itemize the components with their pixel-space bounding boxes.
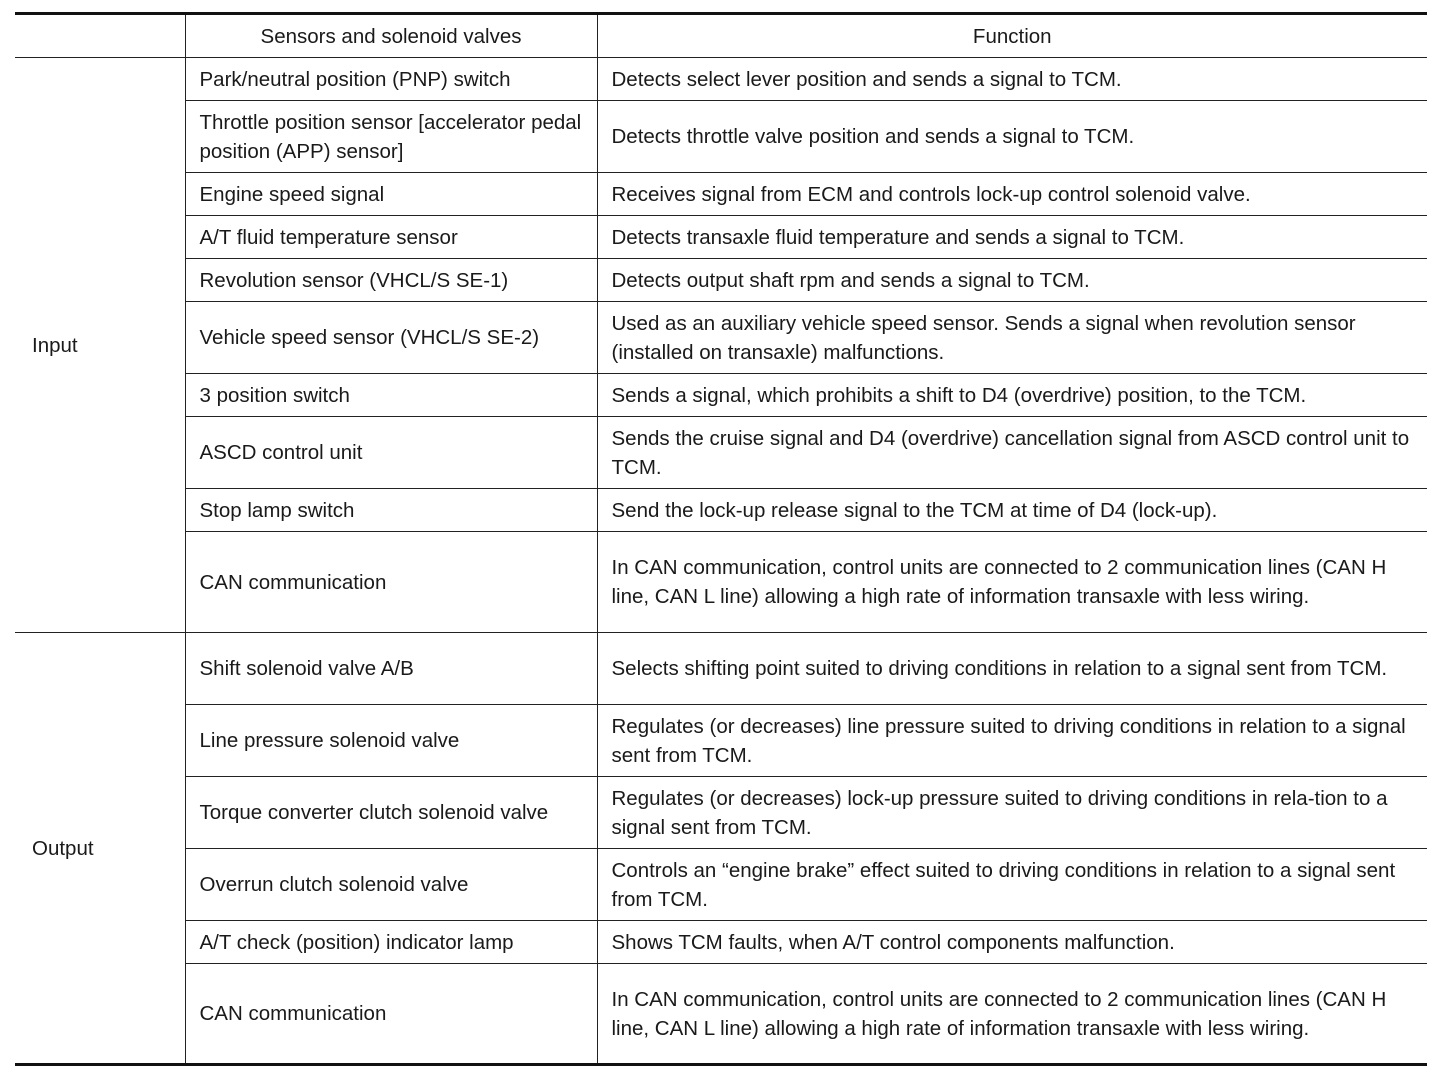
table-row	[15, 216, 1427, 259]
function-cell: Sends a signal, which prohibits a shift to D4 (overdrive) position, to the TCM.	[597, 374, 1427, 417]
group-label: Output	[15, 633, 185, 1065]
sensor-name-cell: A/T check (position) indicator lamp	[185, 921, 597, 964]
sensor-name-cell: A/T fluid temperature sensor	[185, 216, 597, 259]
sensor-name-cell: 3 position switch	[185, 374, 597, 417]
sensor-name-cell: Revolution sensor (VHCL/S SE-1)	[185, 259, 597, 302]
sensor-name-cell: Line pressure solenoid valve	[185, 705, 597, 777]
table-row	[15, 58, 1427, 101]
table-row	[15, 921, 1427, 964]
table-row	[15, 705, 1427, 777]
sensor-name-cell: CAN communication	[185, 532, 597, 633]
table-row	[15, 302, 1427, 374]
sensor-name-cell: ASCD control unit	[185, 417, 597, 489]
sensor-name-cell: Stop lamp switch	[185, 489, 597, 532]
sensor-name-cell: Vehicle speed sensor (VHCL/S SE-2)	[185, 302, 597, 374]
function-cell: Regulates (or decreases) line pressure suited to driving conditions in relation to a signal sent from TCM.	[597, 705, 1427, 777]
header-function: Function	[597, 14, 1427, 58]
table-row	[15, 173, 1427, 216]
table-row	[15, 489, 1427, 532]
sensor-name-cell: CAN communication	[185, 964, 597, 1065]
table-row	[15, 633, 1427, 705]
function-cell: In CAN communication, control units are connected to 2 communication lines (CAN H line, CAN L line) allowing a high rate of information transaxle with less wiring.	[597, 964, 1427, 1065]
function-cell: Sends the cruise signal and D4 (overdrive) cancellation signal from ASCD control unit to TCM.	[597, 417, 1427, 489]
table-row	[15, 417, 1427, 489]
function-cell: Controls an “engine brake” effect suited to driving conditions in relation to a signal sent from TCM.	[597, 849, 1427, 921]
sensor-name-cell: Throttle position sensor [accelerator pedal position (APP) sensor]	[185, 101, 597, 173]
table-row	[15, 849, 1427, 921]
sensor-name-cell: Torque converter clutch solenoid valve	[185, 777, 597, 849]
table-row	[15, 259, 1427, 302]
function-cell: Regulates (or decreases) lock-up pressure suited to driving conditions in rela-tion to a signal sent from TCM.	[597, 777, 1427, 849]
sensor-name-cell: Park/neutral position (PNP) switch	[185, 58, 597, 101]
function-cell: Detects transaxle fluid temperature and sends a signal to TCM.	[597, 216, 1427, 259]
sensors-function-table	[15, 12, 1427, 1066]
function-cell: Send the lock-up release signal to the TCM at time of D4 (lock-up).	[597, 489, 1427, 532]
table-row	[15, 964, 1427, 1065]
group-label: Input	[15, 58, 185, 633]
function-cell: Detects output shaft rpm and sends a signal to TCM.	[597, 259, 1427, 302]
table-row	[15, 101, 1427, 173]
sensor-name-cell: Shift solenoid valve A/B	[185, 633, 597, 705]
function-cell: Selects shifting point suited to driving conditions in relation to a signal sent from TCM.	[597, 633, 1427, 705]
header-group	[15, 14, 185, 58]
function-cell: In CAN communication, control units are connected to 2 communication lines (CAN H line, CAN L line) allowing a high rate of information transaxle with less wiring.	[597, 532, 1427, 633]
function-cell: Used as an auxiliary vehicle speed sensor. Sends a signal when revolution sensor (installed on transaxle) malfunctions.	[597, 302, 1427, 374]
sensor-name-cell: Engine speed signal	[185, 173, 597, 216]
function-cell: Receives signal from ECM and controls lock-up control solenoid valve.	[597, 173, 1427, 216]
function-cell: Detects throttle valve position and sends a signal to TCM.	[597, 101, 1427, 173]
table-row	[15, 374, 1427, 417]
table-row	[15, 532, 1427, 633]
function-cell: Shows TCM faults, when A/T control components malfunction.	[597, 921, 1427, 964]
header-sensors: Sensors and solenoid valves	[185, 14, 597, 58]
table-header-row	[15, 14, 1427, 58]
sensor-name-cell: Overrun clutch solenoid valve	[185, 849, 597, 921]
function-cell: Detects select lever position and sends a signal to TCM.	[597, 58, 1427, 101]
table-row	[15, 777, 1427, 849]
